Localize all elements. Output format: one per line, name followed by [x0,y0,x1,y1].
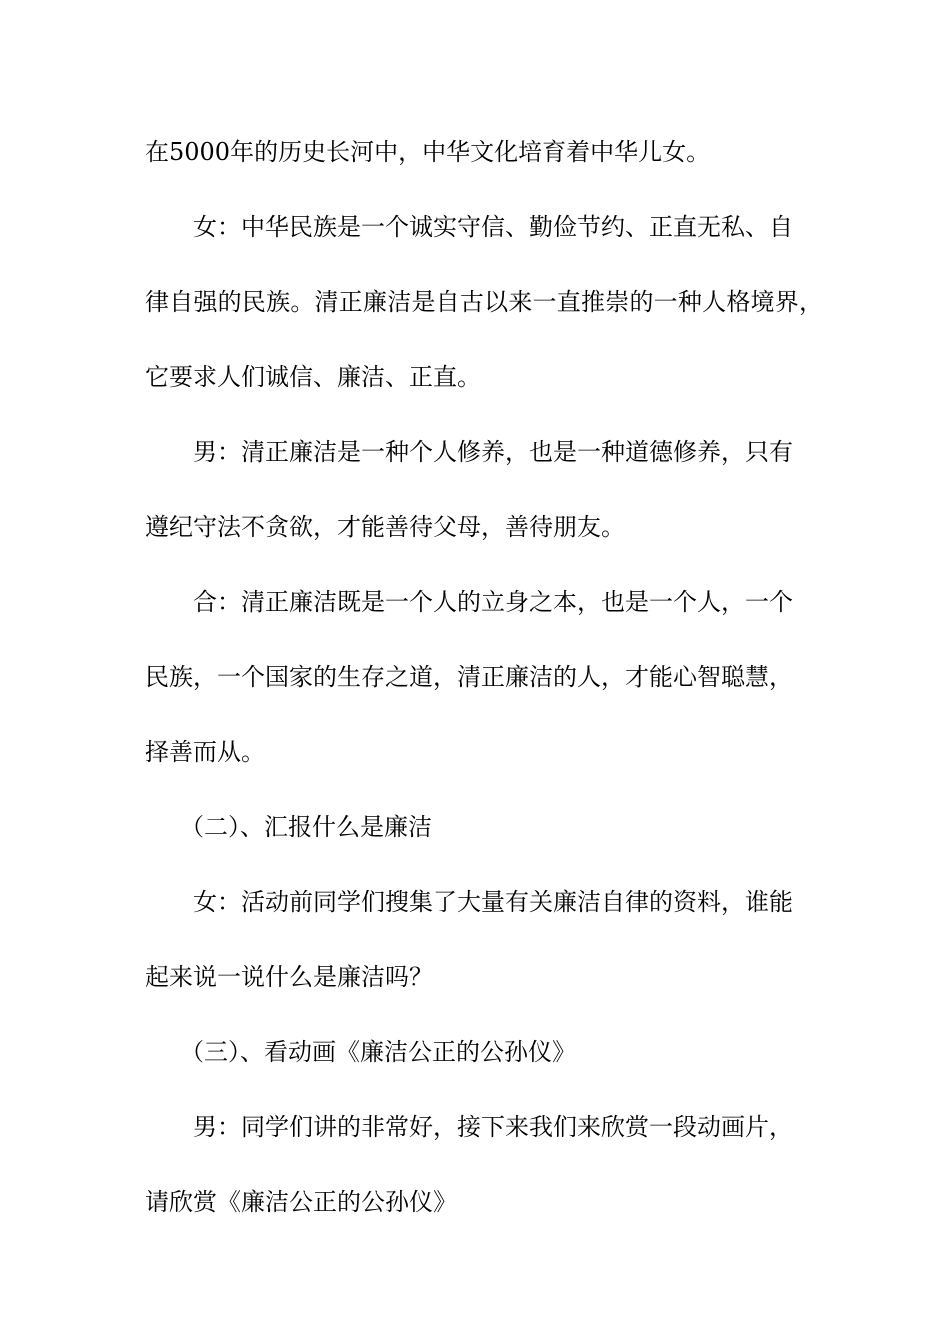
text-line-11: 女：活动前同学们搜集了大量有关廉洁自律的资料，谁能 [193,888,793,916]
text-line-6: 遵纪守法不贪欲，才能善待父母，善待朋友。 [145,513,625,541]
text-line-14: 男：同学们讲的非常好，接下来我们来欣赏一段动画片， [193,1113,793,1141]
section-heading-3: （三）、看动画《廉洁公正的公孙仪》 [180,1038,576,1066]
text-line-3: 律自强的民族。清正廉洁是自古以来一直推崇的一种人格境界， [145,288,823,316]
text-line-2: 女：中华民族是一个诚实守信、勤俭节约、正直无私、自 [193,213,793,241]
text-line-15: 请欣赏《廉洁公正的公孙仪》 [145,1188,457,1216]
text-line-4: 它要求人们诚信、廉洁、正直。 [145,363,481,391]
section-heading-2: （二）、汇报什么是廉洁 [180,813,432,841]
text-line-1: 在5000年的历史长河中，中华文化培育着中华儿女。 [145,138,711,166]
text-line-5: 男：清正廉洁是一种个人修养，也是一种道德修养，只有 [193,438,793,466]
text-line-7: 合：清正廉洁既是一个人的立身之本，也是一个人，一个 [193,588,793,616]
text-line-9: 择善而从。 [145,738,265,766]
text-line-8: 民族，一个国家的生存之道，清正廉洁的人，才能心智聪慧， [145,663,793,691]
text-line-12: 起来说一说什么是廉洁吗？ [145,963,433,991]
